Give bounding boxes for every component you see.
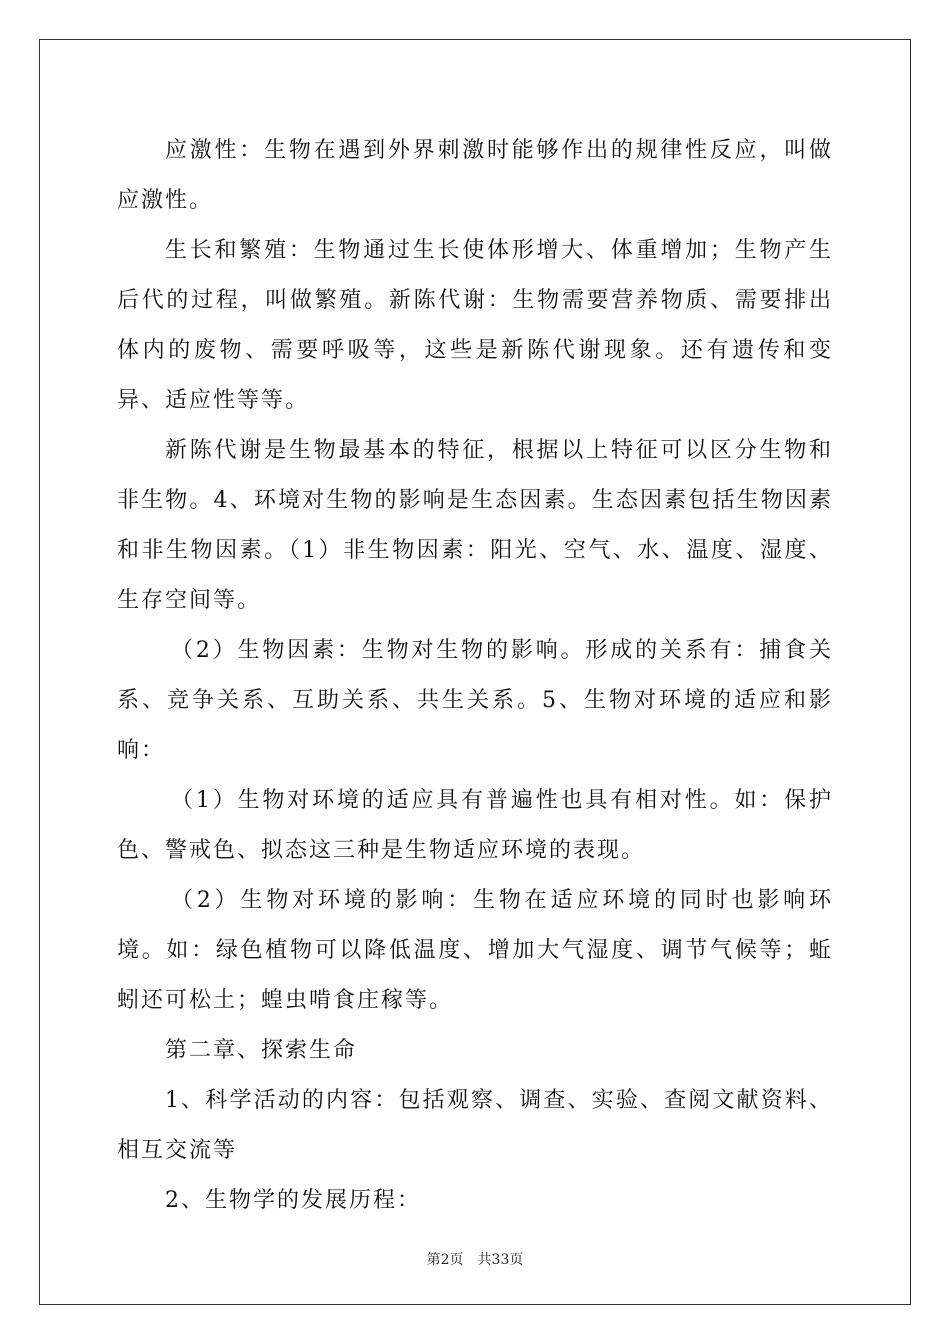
page-total: 共33页 bbox=[477, 1252, 524, 1268]
paragraph-adaptation: （1）生物对环境的适应具有普遍性也具有相对性。如：保护色、警戒色、拟态这三种是生物适应环境的表现。 bbox=[117, 788, 833, 863]
paragraph-metabolism-ecology: 新陈代谢是生物最基本的特征，根据以上特征可以区分生物和非生物。4、环境对生物的影响是生态因素。生态因素包括生物因素和非生物因素。（1）非生物因素：阳光、空气、水、温度、湿度、生存空间等。 bbox=[117, 438, 833, 613]
paragraph-growth-reproduction: 生长和繁殖：生物通过生长使体形增大、体重增加；生物产生后代的过程，叫做繁殖。新陈代谢：生物需要营养物质、需要排出体内的废物、需要呼吸等，这些是新陈代谢现象。还有遗传和变异、适应性等等。 bbox=[117, 238, 833, 413]
page-footer bbox=[0, 1249, 950, 1269]
document-body bbox=[117, 126, 833, 1226]
page-number: 第2页 bbox=[426, 1252, 464, 1268]
chapter-heading: 第二章、探索生命 bbox=[165, 1038, 358, 1063]
paragraph-science-activities: 1、科学活动的内容：包括观察、调查、实验、查阅文献资料、相互交流等 bbox=[117, 1088, 833, 1163]
paragraph-biotic-factors: （2）生物因素：生物对生物的影响。形成的关系有：捕食关系、竞争关系、互助关系、共生关系。5、生物对环境的适应和影响： bbox=[117, 638, 833, 763]
paragraph-stress-response: 应激性：生物在遇到外界刺激时能够作出的规律性反应，叫做应激性。 bbox=[117, 138, 833, 213]
paragraph-biology-history: 2、生物学的发展历程： bbox=[165, 1188, 421, 1213]
paragraph-environment-impact: （2）生物对环境的影响：生物在适应环境的同时也影响环境。如：绿色植物可以降低温度、增加大气湿度、调节气候等；蚯蚓还可松土；蝗虫啃食庄稼等。 bbox=[117, 888, 833, 1013]
